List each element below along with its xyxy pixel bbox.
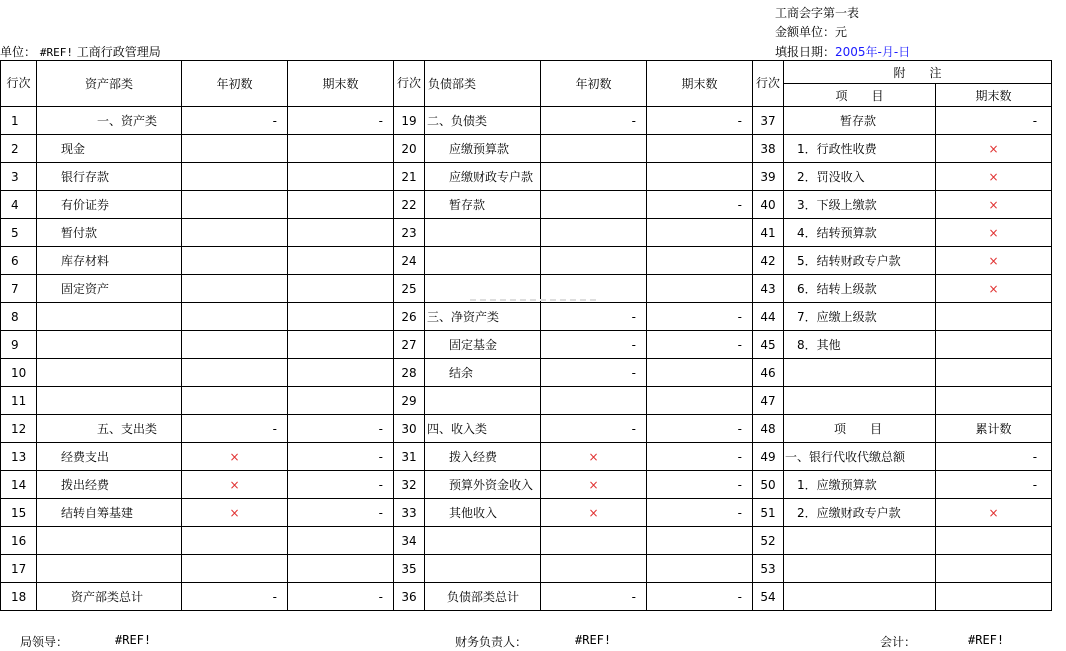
- asset-begin-value[interactable]: [182, 275, 288, 303]
- liability-begin-value[interactable]: -: [541, 331, 647, 359]
- notes-value[interactable]: ×: [936, 163, 1052, 191]
- line-number: 11: [1, 387, 37, 415]
- liability-begin-value[interactable]: [541, 387, 647, 415]
- amount-unit: 金额单位：元: [775, 25, 848, 39]
- liability-end-value[interactable]: [647, 163, 753, 191]
- table-row: [1, 471, 1052, 499]
- liability-item-label: [425, 247, 541, 275]
- line-number: 4: [1, 191, 37, 219]
- liability-end-value[interactable]: -: [647, 583, 753, 611]
- notes-value[interactable]: [936, 527, 1052, 555]
- line-number: 20: [394, 135, 425, 163]
- liability-end-value[interactable]: [647, 387, 753, 415]
- asset-end-value[interactable]: [288, 387, 394, 415]
- line-number: 43: [753, 275, 784, 303]
- line-number: 45: [753, 331, 784, 359]
- notes-value[interactable]: ×: [936, 135, 1052, 163]
- asset-item-label: 结转自筹基建: [37, 499, 182, 527]
- notes-value[interactable]: [936, 359, 1052, 387]
- asset-item-label: [37, 331, 182, 359]
- asset-item-label: 经费支出: [37, 443, 182, 471]
- asset-end-value[interactable]: [288, 219, 394, 247]
- liability-begin-value[interactable]: ×: [541, 471, 647, 499]
- table-row: [1, 415, 1052, 443]
- liability-item-label: [425, 555, 541, 583]
- liability-begin-value[interactable]: [541, 219, 647, 247]
- form-title: 工商会字第一表: [775, 6, 860, 20]
- report-date: [775, 43, 910, 60]
- liability-begin-value[interactable]: ×: [541, 443, 647, 471]
- line-number: 53: [753, 555, 784, 583]
- report-date-value[interactable]: 2005年-月-日: [835, 45, 911, 59]
- asset-end-value[interactable]: [288, 331, 394, 359]
- unit-line: [0, 43, 161, 60]
- liability-begin-value[interactable]: [541, 527, 647, 555]
- line-number: 47: [753, 387, 784, 415]
- line-number: 34: [394, 527, 425, 555]
- table-row: [1, 359, 1052, 387]
- asset-item-label: 有价证券: [37, 191, 182, 219]
- liability-end-value[interactable]: -: [647, 303, 753, 331]
- table-row: [1, 135, 1052, 163]
- header-notes-end: 期末数: [936, 84, 1052, 107]
- table-row: [1, 331, 1052, 359]
- finance-value[interactable]: #REF!: [575, 633, 612, 647]
- notes-item-label: [784, 555, 936, 583]
- table-row: [1, 555, 1052, 583]
- header-liab-end: 期末数: [647, 61, 753, 107]
- asset-end-value[interactable]: [288, 359, 394, 387]
- asset-item-label: 五、支出类: [37, 415, 182, 443]
- header-assets-end: 期末数: [288, 61, 394, 107]
- line-number: 39: [753, 163, 784, 191]
- asset-item-label: [37, 387, 182, 415]
- asset-begin-value[interactable]: [182, 219, 288, 247]
- line-number: 5: [1, 219, 37, 247]
- asset-end-value[interactable]: [288, 247, 394, 275]
- asset-begin-value[interactable]: [182, 247, 288, 275]
- table-row: [1, 527, 1052, 555]
- cell-selection-marquee: [470, 299, 600, 301]
- asset-end-value[interactable]: [288, 275, 394, 303]
- line-number: 17: [1, 555, 37, 583]
- notes-value[interactable]: ×: [936, 191, 1052, 219]
- table-row: [1, 499, 1052, 527]
- asset-end-value[interactable]: [288, 163, 394, 191]
- line-number: 15: [1, 499, 37, 527]
- liability-begin-value[interactable]: [541, 163, 647, 191]
- line-number: 3: [1, 163, 37, 191]
- line-number: 21: [394, 163, 425, 191]
- liability-item-label: [425, 219, 541, 247]
- liability-item-label: 应缴预算款: [425, 135, 541, 163]
- line-number: 36: [394, 583, 425, 611]
- liability-end-value[interactable]: [647, 135, 753, 163]
- liability-begin-value[interactable]: -: [541, 359, 647, 387]
- asset-item-label: [37, 303, 182, 331]
- line-number: 9: [1, 331, 37, 359]
- asset-item-label: 银行存款: [37, 163, 182, 191]
- asset-item-label: 库存材料: [37, 247, 182, 275]
- asset-item-label: 资产部类总计: [37, 583, 182, 611]
- line-number: 50: [753, 471, 784, 499]
- notes-item-label: 项 目: [784, 415, 936, 443]
- notes-item-label: 4．结转预算款: [784, 219, 936, 247]
- header-line-no: 行次: [1, 61, 37, 107]
- line-number: 40: [753, 191, 784, 219]
- liability-end-value[interactable]: -: [647, 471, 753, 499]
- table-row: [1, 163, 1052, 191]
- asset-begin-value[interactable]: -: [182, 107, 288, 135]
- asset-begin-value[interactable]: ×: [182, 499, 288, 527]
- table-row: [1, 247, 1052, 275]
- line-number: 27: [394, 331, 425, 359]
- line-number: 32: [394, 471, 425, 499]
- line-number: 33: [394, 499, 425, 527]
- line-number: 16: [1, 527, 37, 555]
- notes-item-label: 6．结转上级款: [784, 275, 936, 303]
- unit-name: 工商行政管理局: [76, 45, 161, 59]
- asset-end-value[interactable]: -: [288, 443, 394, 471]
- liability-item-label: 负债部类总计: [425, 583, 541, 611]
- line-number: 48: [753, 415, 784, 443]
- asset-end-value[interactable]: [288, 555, 394, 583]
- line-number: 12: [1, 415, 37, 443]
- line-number: 2: [1, 135, 37, 163]
- notes-value[interactable]: -: [936, 471, 1052, 499]
- asset-item-label: 拨出经费: [37, 471, 182, 499]
- liability-end-value[interactable]: -: [647, 191, 753, 219]
- line-number: 44: [753, 303, 784, 331]
- table-row: [1, 443, 1052, 471]
- liability-item-label: [425, 527, 541, 555]
- table-row: [1, 303, 1052, 331]
- liability-end-value[interactable]: [647, 219, 753, 247]
- line-number: 28: [394, 359, 425, 387]
- notes-item-label: 8．其他: [784, 331, 936, 359]
- notes-value[interactable]: [936, 555, 1052, 583]
- notes-value[interactable]: ×: [936, 247, 1052, 275]
- leader-value[interactable]: #REF!: [115, 633, 152, 647]
- line-number: 37: [753, 107, 784, 135]
- notes-item-label: 暂存款: [784, 107, 936, 135]
- asset-item-label: [37, 527, 182, 555]
- notes-item-label: 7．应缴上级款: [784, 303, 936, 331]
- asset-end-value[interactable]: -: [288, 471, 394, 499]
- notes-item-label: [784, 527, 936, 555]
- notes-value[interactable]: -: [936, 443, 1052, 471]
- liability-item-label: 三、净资产类: [425, 303, 541, 331]
- notes-item-label: 2．应缴财政专户款: [784, 499, 936, 527]
- line-number: 51: [753, 499, 784, 527]
- table-row: [1, 583, 1052, 611]
- notes-value[interactable]: 累计数: [936, 415, 1052, 443]
- finance-label: 财务负责人：: [455, 635, 528, 649]
- liability-item-label: 其他收入: [425, 499, 541, 527]
- table-row: [1, 219, 1052, 247]
- header-notes-item: 项 目: [784, 84, 936, 107]
- asset-begin-value[interactable]: ×: [182, 443, 288, 471]
- liability-end-value[interactable]: [647, 359, 753, 387]
- notes-value[interactable]: [936, 331, 1052, 359]
- asset-end-value[interactable]: [288, 191, 394, 219]
- liability-begin-value[interactable]: ×: [541, 499, 647, 527]
- liability-begin-value[interactable]: [541, 135, 647, 163]
- line-number: 29: [394, 387, 425, 415]
- table-row: [1, 191, 1052, 219]
- header-notes: 附 注: [784, 61, 1052, 84]
- asset-item-label: 一、资产类: [37, 107, 182, 135]
- asset-begin-value[interactable]: [182, 359, 288, 387]
- asset-end-value[interactable]: [288, 303, 394, 331]
- notes-item-label: 1．行政性收费: [784, 135, 936, 163]
- asset-begin-value[interactable]: ×: [182, 471, 288, 499]
- liability-end-value[interactable]: [647, 275, 753, 303]
- asset-begin-value[interactable]: -: [182, 583, 288, 611]
- line-number: 38: [753, 135, 784, 163]
- line-number: 30: [394, 415, 425, 443]
- leader-label: 局领导：: [20, 635, 69, 649]
- notes-value[interactable]: [936, 583, 1052, 611]
- asset-item-label: 现金: [37, 135, 182, 163]
- liability-begin-value[interactable]: [541, 191, 647, 219]
- asset-begin-value[interactable]: [182, 191, 288, 219]
- line-number: 26: [394, 303, 425, 331]
- asset-begin-value[interactable]: [182, 555, 288, 583]
- asset-begin-value[interactable]: -: [182, 415, 288, 443]
- liability-end-value[interactable]: [647, 527, 753, 555]
- asset-begin-value[interactable]: [182, 303, 288, 331]
- header-line-no: 行次: [753, 61, 784, 107]
- line-number: 42: [753, 247, 784, 275]
- notes-value[interactable]: [936, 303, 1052, 331]
- line-number: 23: [394, 219, 425, 247]
- asset-item-label: [37, 359, 182, 387]
- unit-ref[interactable]: #REF!: [39, 46, 73, 59]
- table-row: [1, 387, 1052, 415]
- line-number: 7: [1, 275, 37, 303]
- asset-begin-value[interactable]: [182, 527, 288, 555]
- line-number: 18: [1, 583, 37, 611]
- line-number: 22: [394, 191, 425, 219]
- liability-item-label: 暂存款: [425, 191, 541, 219]
- liability-begin-value[interactable]: -: [541, 107, 647, 135]
- notes-item-label: 1．应缴预算款: [784, 471, 936, 499]
- line-number: 24: [394, 247, 425, 275]
- line-number: 25: [394, 275, 425, 303]
- line-number: 10: [1, 359, 37, 387]
- liability-end-value[interactable]: -: [647, 331, 753, 359]
- line-number: 54: [753, 583, 784, 611]
- line-number: 46: [753, 359, 784, 387]
- liability-begin-value[interactable]: [541, 555, 647, 583]
- asset-item-label: [37, 555, 182, 583]
- liability-item-label: 固定基金: [425, 331, 541, 359]
- asset-end-value[interactable]: -: [288, 415, 394, 443]
- table-row: [1, 107, 1052, 135]
- liability-item-label: 二、负债类: [425, 107, 541, 135]
- notes-item-label: 3．下级上缴款: [784, 191, 936, 219]
- line-number: 52: [753, 527, 784, 555]
- liability-item-label: 预算外资金收入: [425, 471, 541, 499]
- notes-value[interactable]: ×: [936, 219, 1052, 247]
- asset-end-value[interactable]: -: [288, 583, 394, 611]
- header-assets: 资产部类: [37, 61, 182, 107]
- notes-item-label: 5．结转财政专户款: [784, 247, 936, 275]
- liability-begin-value[interactable]: -: [541, 583, 647, 611]
- liability-item-label: [425, 387, 541, 415]
- notes-item-label: [784, 359, 936, 387]
- asset-begin-value[interactable]: [182, 135, 288, 163]
- asset-end-value[interactable]: -: [288, 499, 394, 527]
- liability-end-value[interactable]: -: [647, 415, 753, 443]
- liability-begin-value[interactable]: -: [541, 303, 647, 331]
- header-liabilities: 负债部类: [425, 61, 541, 107]
- liability-end-value[interactable]: -: [647, 443, 753, 471]
- asset-item-label: 暂付款: [37, 219, 182, 247]
- line-number: 19: [394, 107, 425, 135]
- asset-begin-value[interactable]: [182, 387, 288, 415]
- liability-end-value[interactable]: [647, 555, 753, 583]
- asset-end-value[interactable]: [288, 527, 394, 555]
- notes-value[interactable]: [936, 387, 1052, 415]
- notes-value[interactable]: -: [936, 107, 1052, 135]
- liability-begin-value[interactable]: -: [541, 415, 647, 443]
- line-number: 1: [1, 107, 37, 135]
- header-assets-begin: 年初数: [182, 61, 288, 107]
- unit-label: 单位：: [0, 45, 37, 59]
- liability-item-label: 结余: [425, 359, 541, 387]
- notes-item-label: 一、银行代收代缴总额: [784, 443, 936, 471]
- notes-item-label: 2．罚没收入: [784, 163, 936, 191]
- line-number: 31: [394, 443, 425, 471]
- asset-item-label: 固定资产: [37, 275, 182, 303]
- asset-end-value[interactable]: -: [288, 107, 394, 135]
- line-number: 49: [753, 443, 784, 471]
- notes-value[interactable]: ×: [936, 275, 1052, 303]
- liability-item-label: 四、收入类: [425, 415, 541, 443]
- asset-begin-value[interactable]: [182, 331, 288, 359]
- header-liab-begin: 年初数: [541, 61, 647, 107]
- liability-end-value[interactable]: -: [647, 499, 753, 527]
- line-number: 13: [1, 443, 37, 471]
- accountant-label: 会计：: [880, 635, 917, 649]
- liability-end-value[interactable]: -: [647, 107, 753, 135]
- header-line-no: 行次: [394, 61, 425, 107]
- asset-begin-value[interactable]: [182, 163, 288, 191]
- line-number: 6: [1, 247, 37, 275]
- liability-begin-value[interactable]: [541, 247, 647, 275]
- accountant-value[interactable]: #REF!: [968, 633, 1005, 647]
- liability-item-label: 拨入经费: [425, 443, 541, 471]
- notes-value[interactable]: ×: [936, 499, 1052, 527]
- balance-sheet-table: [0, 60, 1052, 611]
- liability-end-value[interactable]: [647, 247, 753, 275]
- asset-end-value[interactable]: [288, 135, 394, 163]
- report-date-label: 填报日期：: [775, 45, 836, 59]
- notes-item-label: [784, 387, 936, 415]
- line-number: 14: [1, 471, 37, 499]
- line-number: 41: [753, 219, 784, 247]
- notes-item-label: [784, 583, 936, 611]
- line-number: 8: [1, 303, 37, 331]
- line-number: 35: [394, 555, 425, 583]
- liability-item-label: 应缴财政专户款: [425, 163, 541, 191]
